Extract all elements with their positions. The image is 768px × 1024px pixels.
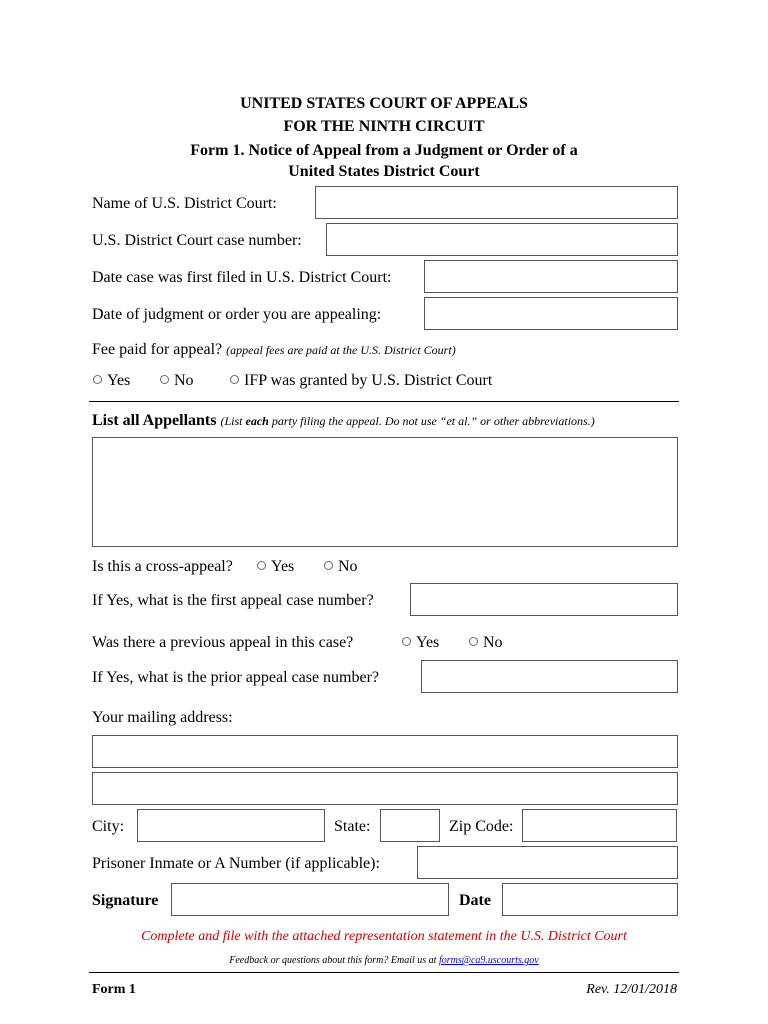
- city-label: City:: [92, 818, 125, 835]
- prior-case-field[interactable]: [421, 660, 678, 693]
- first-case-label: If Yes, what is the first appeal case number?: [92, 592, 374, 609]
- form-name: Form 1: [92, 982, 136, 997]
- date-label: Date: [459, 892, 491, 909]
- revision-date: Rev. 12/01/2018: [586, 982, 677, 997]
- prisoner-field[interactable]: [417, 846, 678, 879]
- footer-divider: [89, 972, 679, 973]
- previous-appeal-yes-option[interactable]: [402, 634, 439, 652]
- date-filed-label: Date case was first filed in U.S. District Court:: [92, 269, 392, 286]
- date-field[interactable]: [502, 883, 678, 916]
- radio-button-icon[interactable]: [93, 375, 102, 384]
- previous-appeal-yes-label: Yes: [416, 634, 440, 651]
- prior-case-label: If Yes, what is the prior appeal case number?: [92, 669, 380, 686]
- state-label: State:: [334, 818, 371, 835]
- address-line1-field[interactable]: [92, 735, 678, 768]
- radio-button-icon[interactable]: [257, 561, 266, 570]
- district-court-label: Name of U.S. District Court:: [92, 195, 277, 212]
- filing-instruction: Complete and file with the attached representation statement in the U.S. District Court: [141, 929, 627, 944]
- case-number-field[interactable]: [326, 223, 678, 256]
- cross-appeal-no-option[interactable]: [324, 558, 358, 576]
- court-title: UNITED STATES COURT OF APPEALS: [240, 95, 528, 112]
- fee-ifp-label: IFP was granted by U.S. District Court: [244, 372, 493, 389]
- cross-appeal-yes-label: Yes: [271, 558, 295, 575]
- radio-button-icon[interactable]: [160, 375, 169, 384]
- appellants-label: List all Appellants: [92, 412, 217, 429]
- radio-button-icon[interactable]: [230, 375, 239, 384]
- appellants-note: [220, 414, 594, 428]
- feedback-line: [0, 955, 768, 966]
- form-title: Form 1. Notice of Appeal from a Judgment or Order of a: [190, 142, 578, 159]
- fee-no-label: No: [174, 372, 194, 389]
- circuit-title: FOR THE NINTH CIRCUIT: [283, 118, 485, 135]
- appellants-note-prefix: (List: [220, 414, 246, 428]
- district-court-field[interactable]: [315, 186, 678, 219]
- state-field[interactable]: [380, 809, 440, 842]
- mailing-address-label: Your mailing address:: [92, 709, 233, 726]
- case-number-label: U.S. District Court case number:: [92, 232, 302, 249]
- date-filed-field[interactable]: [424, 260, 678, 293]
- signature-field[interactable]: [171, 883, 449, 916]
- section-divider: [89, 401, 679, 402]
- appellants-field[interactable]: [92, 437, 678, 547]
- fee-ifp-option[interactable]: [230, 372, 492, 390]
- feedback-email-link[interactable]: forms@ca9.uscourts.gov: [438, 955, 539, 966]
- first-case-field[interactable]: [410, 583, 678, 616]
- fee-label: Fee paid for appeal?: [92, 341, 223, 358]
- zip-label: Zip Code:: [449, 818, 514, 835]
- date-judgment-label: Date of judgment or order you are appealing:: [92, 306, 382, 323]
- fee-no-option[interactable]: [160, 372, 194, 390]
- cross-appeal-label: Is this a cross-appeal?: [92, 558, 233, 575]
- previous-appeal-no-option[interactable]: [469, 634, 503, 652]
- address-line2-field[interactable]: [92, 772, 678, 805]
- feedback-text: Feedback or questions about this form? Email us at: [229, 955, 439, 966]
- city-field[interactable]: [137, 809, 325, 842]
- appellants-label-row: [92, 412, 595, 430]
- signature-label: Signature: [92, 892, 159, 909]
- fee-note: (appeal fees are paid at the U.S. District Court): [226, 343, 456, 357]
- prisoner-label: Prisoner Inmate or A Number (if applicable):: [92, 855, 380, 872]
- appellants-note-bold: each: [245, 414, 269, 428]
- fee-label-row: [92, 341, 456, 359]
- fee-yes-label: Yes: [107, 372, 131, 389]
- zip-field[interactable]: [522, 809, 677, 842]
- radio-button-icon[interactable]: [469, 637, 478, 646]
- radio-button-icon[interactable]: [324, 561, 333, 570]
- form-subtitle: United States District Court: [288, 163, 480, 180]
- date-judgment-field[interactable]: [424, 297, 678, 330]
- previous-appeal-no-label: No: [483, 634, 503, 651]
- fee-yes-option[interactable]: [93, 372, 130, 390]
- appellants-note-suffix: party filing the appeal. Do not use “et al.” or other abbreviations.): [268, 414, 595, 428]
- cross-appeal-no-label: No: [338, 558, 358, 575]
- previous-appeal-label: Was there a previous appeal in this case?: [92, 634, 354, 651]
- cross-appeal-yes-option[interactable]: [257, 558, 294, 576]
- radio-button-icon[interactable]: [402, 637, 411, 646]
